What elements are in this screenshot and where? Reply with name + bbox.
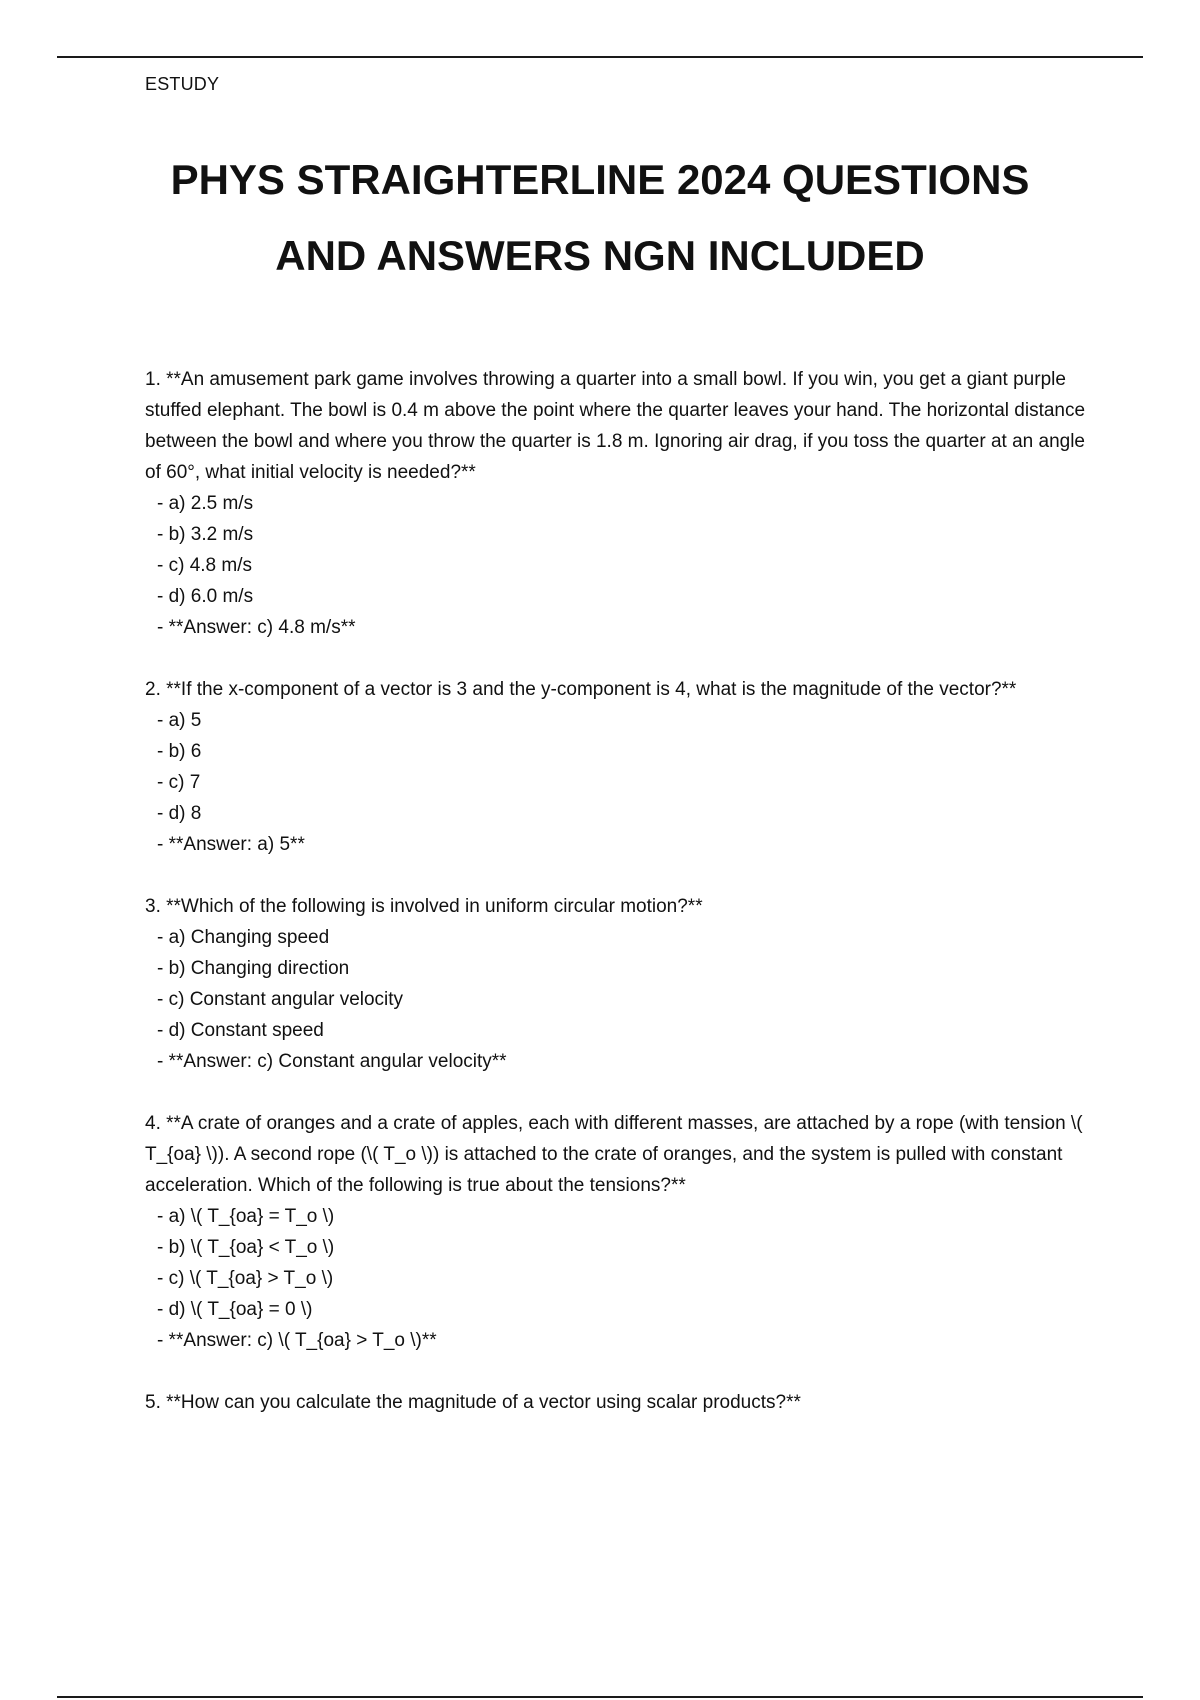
option-a: - a) 5 <box>157 710 202 731</box>
option-d: - d) Constant speed <box>157 1020 324 1041</box>
question-1 <box>145 364 1095 643</box>
question-text: 1. **An amusement park game involves throwing a quarter into a small bowl. If you win, you get a giant purple stuffed elephant. The bowl is 0.4 m above the point where the quarter leaves your hand. The horizontal distance between the bowl and where you throw the quarter is 1.8 m. Ignoring air drag, if you toss the quarter at an angle of 60°, what initial velocity is needed?** <box>145 369 1086 483</box>
answer-line: - **Answer: c) 4.8 m/s** <box>157 617 356 638</box>
option-c: - c) 4.8 m/s <box>157 555 253 576</box>
option-b: - b) 6 <box>157 741 202 762</box>
option-a: - a) Changing speed <box>157 927 330 948</box>
title-line-1: PHYS STRAIGHTERLINE 2024 QUESTIONS <box>170 156 1030 203</box>
option-c: - c) 7 <box>157 772 201 793</box>
answer-line: - **Answer: c) Constant angular velocity** <box>157 1051 507 1072</box>
question-text: 5. **How can you calculate the magnitude of a vector using scalar products?** <box>145 1392 801 1413</box>
option-a: - a) 2.5 m/s <box>157 493 254 514</box>
option-d: - d) 8 <box>157 803 202 824</box>
question-4 <box>145 1108 1095 1356</box>
option-c: - c) \( T_{oa} > T_o \) <box>157 1268 334 1289</box>
option-a: - a) \( T_{oa} = T_o \) <box>157 1206 335 1227</box>
bottom-rule <box>57 1696 1143 1698</box>
option-d: - d) 6.0 m/s <box>157 586 254 607</box>
document-title <box>100 142 1100 294</box>
option-b: - b) Changing direction <box>157 958 350 979</box>
question-text: 4. **A crate of oranges and a crate of apples, each with different masses, are attached by a rope (with tension \( T_{oa} \)). A second rope (\( T_o \)) is attached to the crate of oranges, and the system is pulled with constant acceleration. Which of the following is true about the tensions?** <box>145 1113 1083 1196</box>
question-2 <box>145 674 1095 860</box>
options-list <box>145 1201 1095 1356</box>
question-5 <box>145 1387 1095 1418</box>
answer-line: - **Answer: c) \( T_{oa} > T_o \)** <box>157 1330 437 1351</box>
options-list <box>145 488 1095 643</box>
question-3 <box>145 891 1095 1077</box>
document-header: ESTUDY <box>145 74 220 94</box>
questions-list <box>145 364 1095 1449</box>
option-d: - d) \( T_{oa} = 0 \) <box>157 1299 313 1320</box>
answer-line: - **Answer: a) 5** <box>157 834 305 855</box>
title-line-2: AND ANSWERS NGN INCLUDED <box>275 232 925 279</box>
option-b: - b) 3.2 m/s <box>157 524 254 545</box>
top-rule <box>57 56 1143 58</box>
options-list <box>145 705 1095 860</box>
option-b: - b) \( T_{oa} < T_o \) <box>157 1237 335 1258</box>
question-text: 3. **Which of the following is involved in uniform circular motion?** <box>145 896 703 917</box>
options-list <box>145 922 1095 1077</box>
option-c: - c) Constant angular velocity <box>157 989 404 1010</box>
question-text: 2. **If the x-component of a vector is 3 and the y-component is 4, what is the magnitude of the vector?** <box>145 679 1017 700</box>
